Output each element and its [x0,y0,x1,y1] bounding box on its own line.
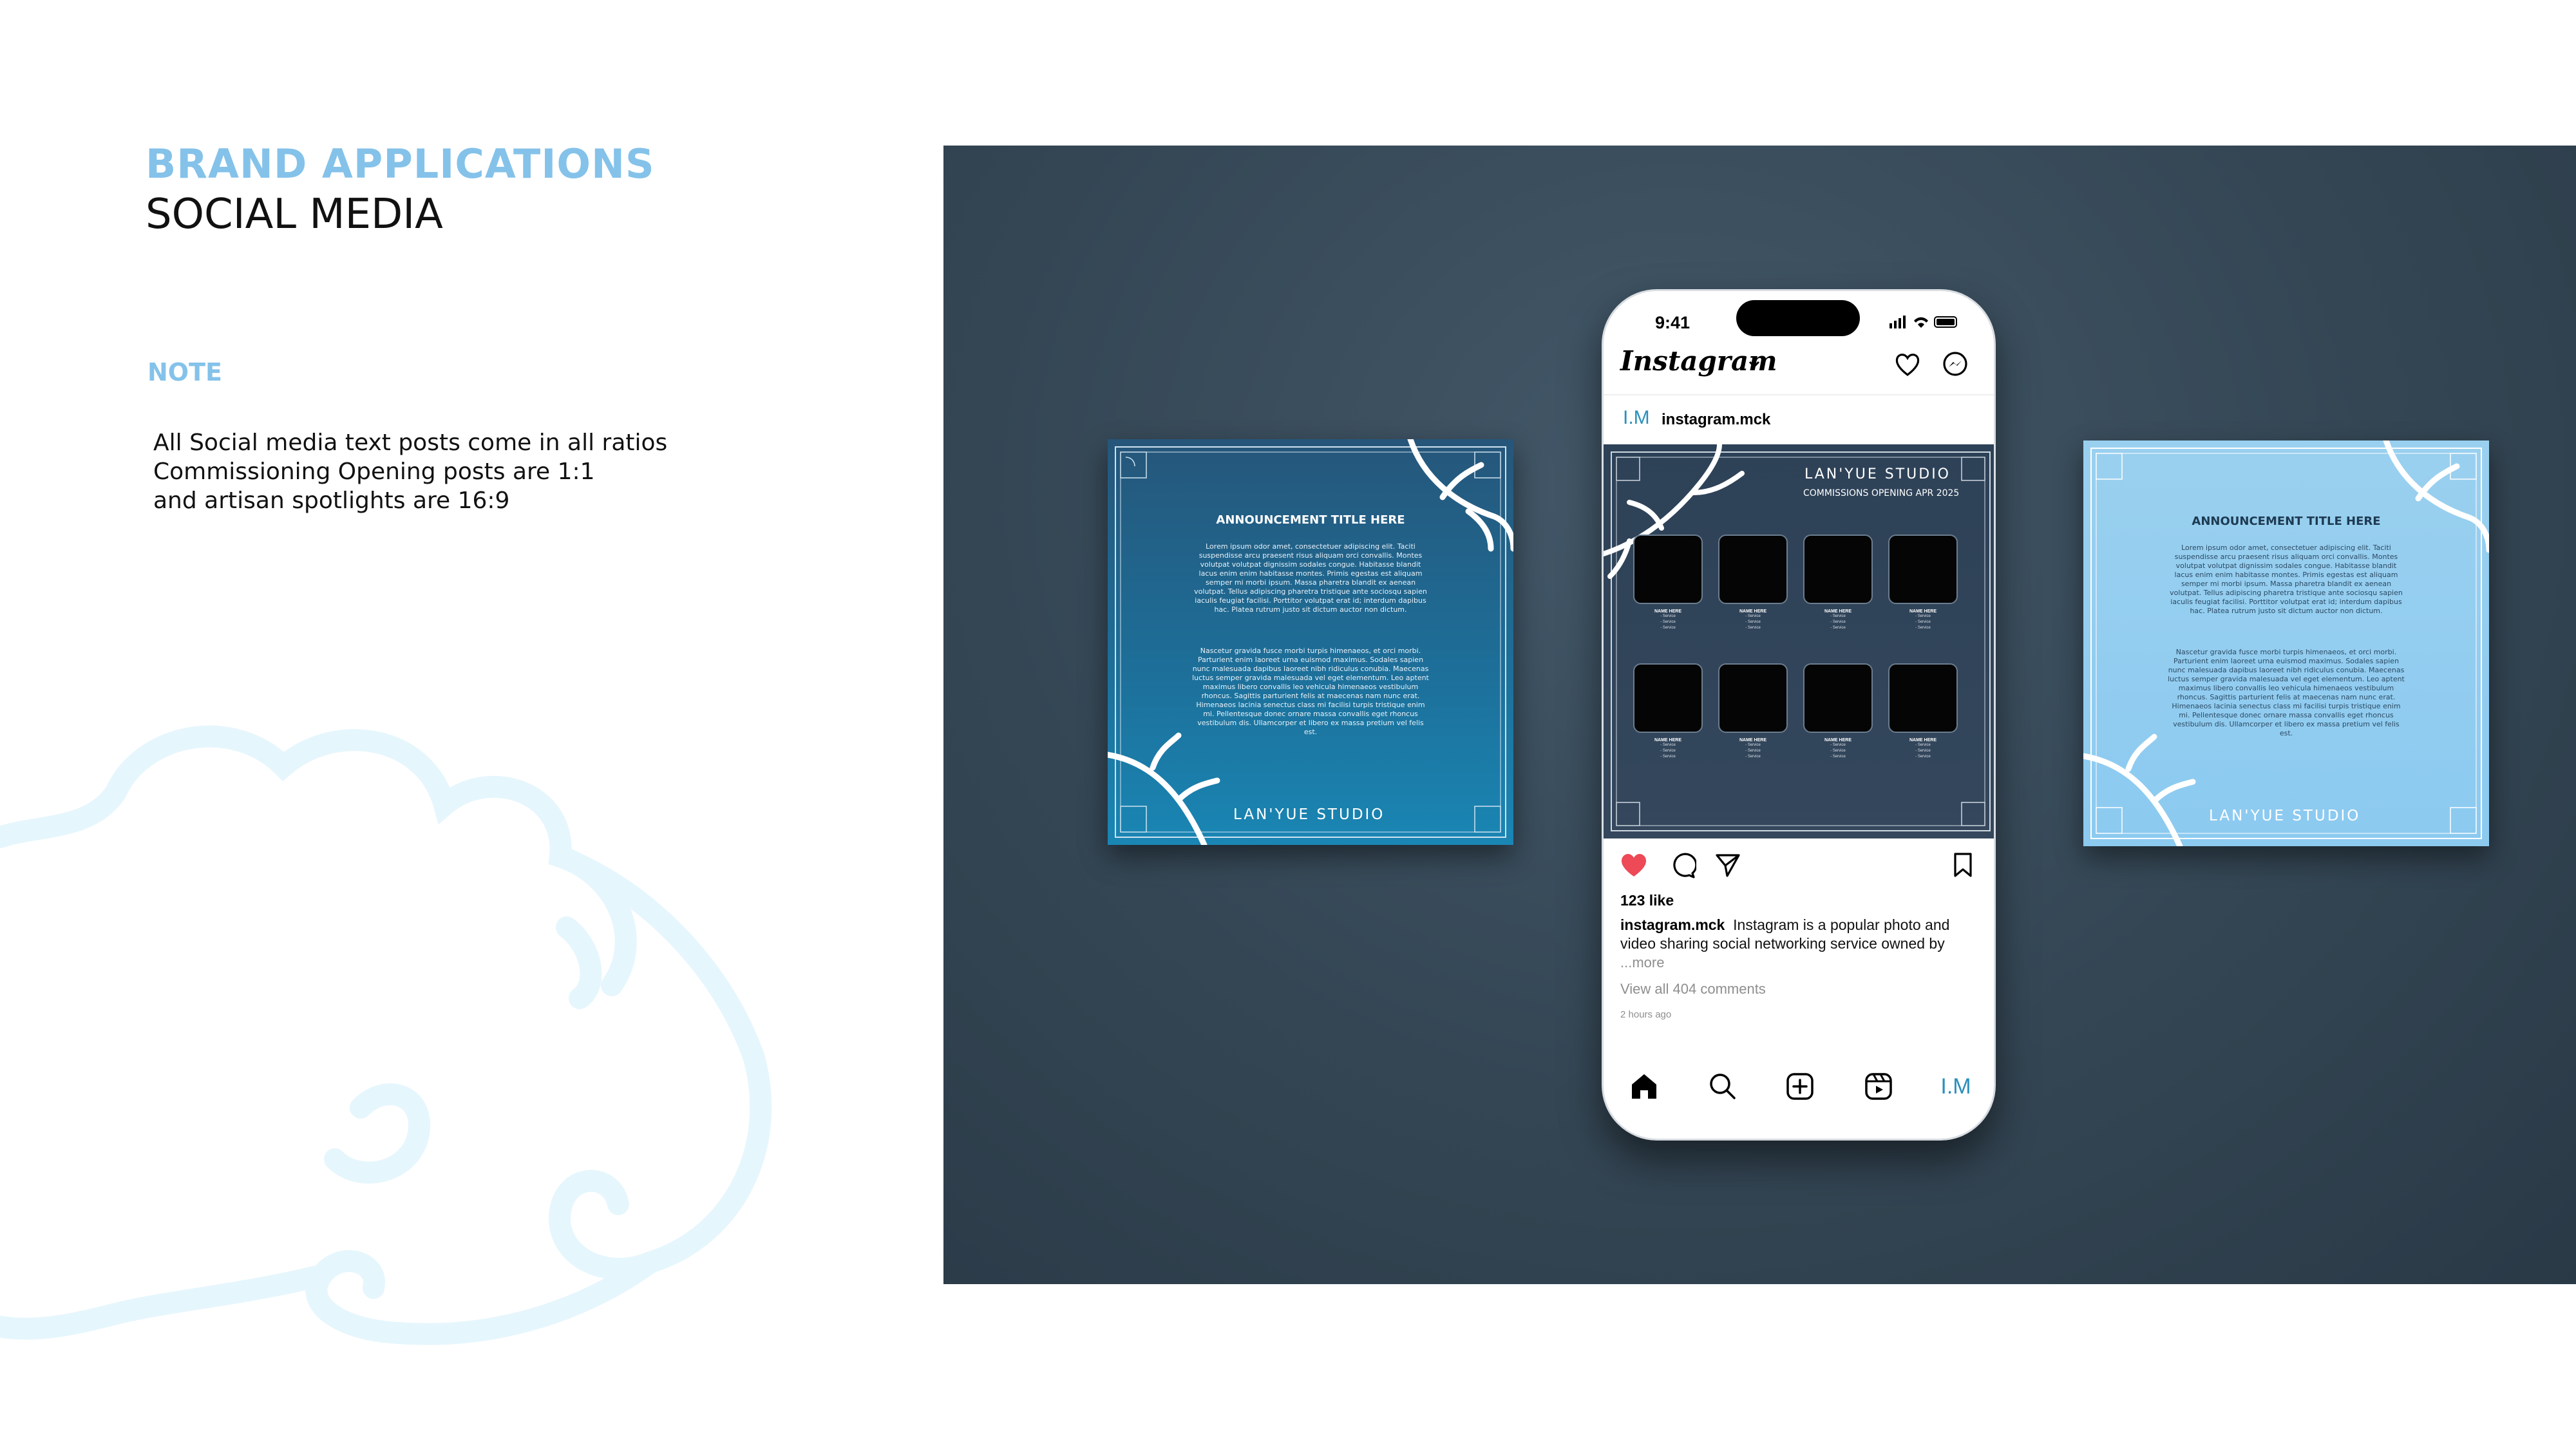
bottom-nav [1604,1070,1996,1109]
comment-icon[interactable] [1668,851,1696,880]
section-title: BRAND APPLICATIONS [146,140,655,187]
artist-card [1888,663,1958,760]
service-item: - Service [1745,755,1761,759]
note-label: NOTE [147,358,222,386]
artist-image [1803,663,1873,733]
heart-icon[interactable] [1619,851,1649,878]
like-count[interactable]: 123 like [1620,892,1674,909]
brand-logo: LAN'YUE STUDIO [1804,466,1951,482]
service-item: - Service [1915,749,1931,753]
service-item: - Service [1915,755,1931,759]
announcement-post-light [2083,440,2489,846]
status-icons [1889,314,1960,330]
note-line: Commissioning Opening posts are 1:1 [153,459,595,485]
announcement-post-dark [1108,439,1513,845]
service-item: - Service [1660,755,1676,759]
artist-image [1718,535,1788,604]
profile-nav[interactable]: I.M [1940,1074,1971,1099]
account-name[interactable]: instagram.mck [1662,411,1771,428]
service-item: - Service [1915,620,1931,624]
service-item: - Service [1745,620,1761,624]
phone-mockup [1602,289,1996,1141]
service-item: - Service [1745,743,1761,747]
post-frame [1108,439,1513,845]
artist-card [1633,535,1703,631]
artist-card [1803,663,1873,760]
artist-card [1718,535,1788,631]
reels-icon[interactable] [1862,1070,1895,1103]
body-paragraph: Nascetur gravida fusce morbi turpis himenaeos, et orci morbi. Parturient enim laoreet urna euismod maximus. Sodales sapien nunc malesuada dapibus laoreet nibh ridiculus conubia. Maecenas luctus semper gravida malesuada vel eget elementum. Leo aptent maximus libero convallis leo vehicula himenaeos vestibulum rhoncus. Sagittis parturient felis at maecenas nam nunc erat. Himenaeos lacinia senectus class mi facilisi turpis tristique enim mi. Pellentesque donec ornare massa convallis eget rhoncus vestibulum dis. Ullamcorper et libero ex massa pretium vel felis est. [1192,647,1429,736]
service-item: - Service [1915,743,1931,747]
heart-icon[interactable] [1893,350,1922,379]
artist-image [1718,663,1788,733]
view-comments-link[interactable]: View all 404 comments [1620,981,1766,997]
service-item: - Service [1660,749,1676,753]
service-item: - Service [1745,749,1761,753]
caption [1620,916,1981,953]
search-icon[interactable] [1707,1070,1739,1103]
service-item: - Service [1915,614,1931,618]
brand-logo: LAN'YUE STUDIO [2209,808,2361,824]
service-item: - Service [1660,614,1676,618]
artist-image [1633,535,1703,604]
messenger-icon[interactable] [1941,350,1969,379]
artist-image [1888,535,1958,604]
artist-name: NAME HERE [1909,609,1937,614]
service-item: - Service [1915,626,1931,630]
artist-name: NAME HERE [1739,738,1766,743]
service-item: - Service [1660,620,1676,624]
announcement-title: ANNOUNCEMENT TITLE HERE [2192,515,2381,528]
service-item: - Service [1745,614,1761,618]
bookmark-icon[interactable] [1951,851,1975,878]
home-icon[interactable] [1628,1070,1660,1103]
service-item: - Service [1660,626,1676,630]
service-item: - Service [1830,614,1846,618]
service-item: - Service [1830,755,1846,759]
service-item: - Service [1660,743,1676,747]
service-item: - Service [1830,626,1846,630]
artist-name: NAME HERE [1654,609,1681,614]
mockup-background [943,146,2576,1284]
more-link[interactable]: ...more [1620,954,1665,971]
brand-logo: LAN'YUE STUDIO [1233,806,1385,823]
chevron-down-icon[interactable] [1747,357,1762,372]
artist-card [1718,663,1788,760]
service-item: - Service [1830,620,1846,624]
post-frame [2083,440,2489,846]
note-text [153,428,667,515]
artist-name: NAME HERE [1909,738,1937,743]
service-item: - Service [1830,743,1846,747]
artist-card [1803,535,1873,631]
post-frame [1604,444,1996,838]
post-timestamp: 2 hours ago [1620,1009,1672,1020]
divider [1604,394,1996,395]
artist-image [1888,663,1958,733]
note-line: and artisan spotlights are 16:9 [153,488,510,514]
service-item: - Service [1745,626,1761,630]
artist-card [1633,663,1703,760]
dynamic-island [1736,300,1860,336]
note-line: All Social media text posts come in all ratios [153,430,668,456]
share-icon[interactable] [1714,851,1741,878]
artist-image [1803,535,1873,604]
announcement-title: ANNOUNCEMENT TITLE HERE [1216,513,1405,527]
artist-image [1633,663,1703,733]
service-item: - Service [1830,749,1846,753]
add-icon[interactable] [1784,1070,1816,1103]
post-headline: COMMISSIONS OPENING APR 2025 [1803,488,1960,498]
body-paragraph: Lorem ipsum odor amet, consectetuer adipiscing elit. Taciti suspendisse arcu praesent risus aliquam orci convallis. Montes volutpat volutpat dignissim sodales congue. Habitasse blandit lacus enim enim habitasse montes. Primis egestas est aliquam semper mi morbi ipsum. Massa pharetra blandit ex aenean volutpat. Tellus adipiscing pharetra tristique ante sociosqu sapien iaculis feugiat facilisi. Porttitor volutpat erat id; interdum dapibus hac. Platea rutrum justo sit dictum auctor non dictum. [2170,544,2403,615]
commission-post[interactable] [1604,444,1996,838]
artist-name: NAME HERE [1824,738,1852,743]
artist-name: NAME HERE [1739,609,1766,614]
body-paragraph: Nascetur gravida fusce morbi turpis himenaeos, et orci morbi. Parturient enim laoreet urna euismod maximus. Sodales sapien nunc malesuada dapibus laoreet nibh ridiculus conubia. Maecenas luctus semper gravida malesuada vel eget elementum. Leo aptent maximus libero convallis leo vehicula himenaeos vestibulum rhoncus. Sagittis parturient felis at maecenas nam nunc erat. Himenaeos lacinia senectus class mi facilisi turpis tristique enim mi. Pellentesque donec ornare massa convallis eget rhoncus vestibulum dis. Ullamcorper et libero ex massa pretium vel felis est. [2168,648,2405,737]
section-subtitle: SOCIAL MEDIA [146,191,443,238]
caption-text: Instagram is a popular photo and video sharing social networking service owned by [1620,916,1950,952]
cloud-decoration [0,696,786,1378]
artist-name: NAME HERE [1654,738,1681,743]
status-time: 9:41 [1655,313,1690,332]
avatar[interactable]: I.M [1623,407,1650,428]
caption-username[interactable]: instagram.mck [1620,916,1725,933]
instagram-logo[interactable]: Instagram [1620,345,1777,377]
artist-card [1888,535,1958,631]
artist-name: NAME HERE [1824,609,1852,614]
body-paragraph: Lorem ipsum odor amet, consectetuer adipiscing elit. Taciti suspendisse arcu praesent risus aliquam orci convallis. Montes volutpat volutpat dignissim sodales congue. Habitasse blandit lacus enim enim habitasse montes. Primis egestas est aliquam semper mi morbi ipsum. Massa pharetra blandit ex aenean volutpat. Tellus adipiscing pharetra tristique ante sociosqu sapien iaculis feugiat facilisi. Porttitor volutpat erat id; interdum dapibus hac. Platea rutrum justo sit dictum auctor non dictum. [1194,542,1427,614]
